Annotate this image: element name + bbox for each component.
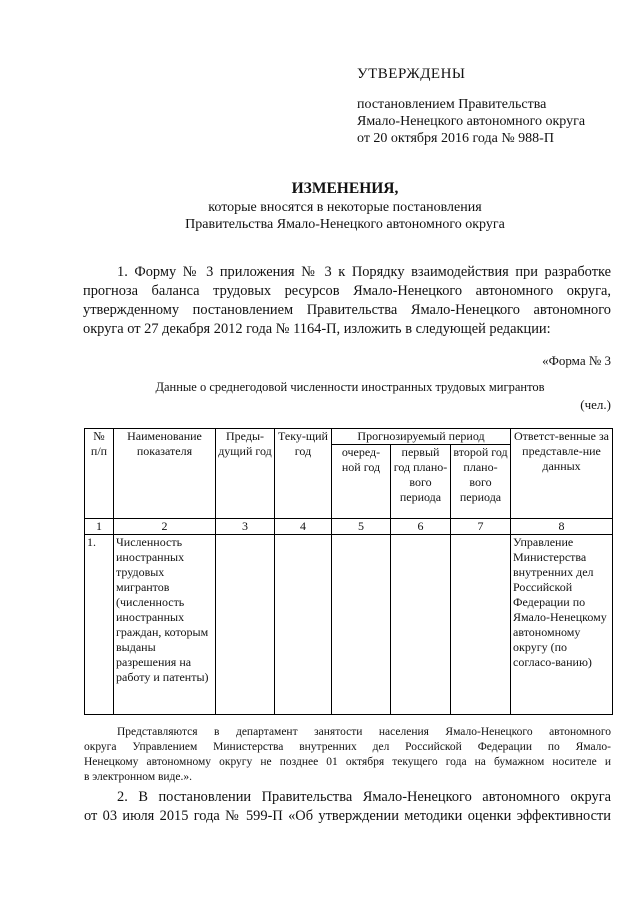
row-responsible: Управление Министерства внутренних дел Российской Федерации по Ямало-Ненецкому автономному округу (по согласо-ванию)	[511, 535, 613, 715]
note-line: в электронном виде.».	[84, 771, 193, 783]
header-prev-year: Преды-дущий год	[216, 429, 275, 519]
paragraph-line: прогноза баланса трудовых ресурсов Ямало-Ненецкого автономного округа,	[83, 283, 611, 299]
row-cell-empty	[332, 535, 391, 715]
column-number: 7	[451, 519, 511, 535]
migrants-table	[84, 428, 613, 715]
row-cell-empty	[216, 535, 275, 715]
note-line: Представляются в департамент занятости населения Ямало-Ненецкого автономного	[117, 726, 611, 738]
note-line: Ненецкому автономному округу не позднее 01 октября текущего года на бумажном носителе и	[84, 756, 611, 768]
paragraph-line: округа от 27 декабря 2012 года № 1164-П, изложить в следующей редакции:	[83, 321, 551, 337]
table-caption: Данные о среднегодовой численности иностранных трудовых мигрантов	[155, 380, 545, 394]
document-title: ИЗМЕНЕНИЯ,	[291, 180, 399, 197]
header-num: № п/п	[85, 429, 114, 519]
column-number: 8	[511, 519, 613, 535]
row-cell-empty	[391, 535, 451, 715]
header-second-plan-year: второй год плано-вого периода	[451, 445, 511, 519]
document-subtitle: которые вносятся в некоторые постановления	[208, 200, 482, 215]
document-subtitle: Правительства Ямало-Ненецкого автономного округа	[185, 217, 505, 232]
header-forecast-period: Прогнозируемый период	[332, 429, 511, 445]
paragraph-line: от 03 июля 2015 года № 599-П «Об утверждении методики оценки эффективности	[84, 808, 611, 824]
row-indicator-name: Численность иностранных трудовых мигрантов (численность иностранных граждан, которым выданы разрешения на работу и патенты)	[114, 535, 216, 715]
paragraph-line: 2. В постановлении Правительства Ямало-Ненецкого автономного округа	[117, 789, 611, 805]
header-current-year: Теку-щий год	[275, 429, 332, 519]
header-name: Наименование показателя	[114, 429, 216, 519]
paragraph-line: 1. Форму № 3 приложения № 3 к Порядку взаимодействия при разработке	[117, 264, 611, 280]
header-next-year: очеред-ной год	[332, 445, 391, 519]
column-number: 6	[391, 519, 451, 535]
form-label: «Форма № 3	[542, 353, 611, 368]
row-cell-empty	[451, 535, 511, 715]
note-line: округа Управлением Министерства внутренних дел Российской Федерации по Ямало-	[84, 741, 611, 753]
approval-line: от 20 октября 2016 года № 988-П	[357, 131, 554, 146]
unit-label: (чел.)	[580, 397, 611, 412]
column-number: 4	[275, 519, 332, 535]
row-number: 1.	[85, 535, 114, 715]
approval-line: постановлением Правительства	[357, 97, 547, 112]
column-number: 3	[216, 519, 275, 535]
column-number: 1	[85, 519, 114, 535]
row-cell-empty	[275, 535, 332, 715]
column-number: 5	[332, 519, 391, 535]
paragraph-line: утвержденному постановлением Правительства Ямало-Ненецкого автономного	[83, 302, 611, 318]
header-responsible: Ответст-венные за представле-ние данных	[511, 429, 613, 519]
approval-heading: УТВЕРЖДЕНЫ	[357, 66, 466, 82]
approval-line: Ямало-Ненецкого автономного округа	[357, 114, 586, 129]
header-first-plan-year: первый год плано-вого периода	[391, 445, 451, 519]
column-number: 2	[114, 519, 216, 535]
